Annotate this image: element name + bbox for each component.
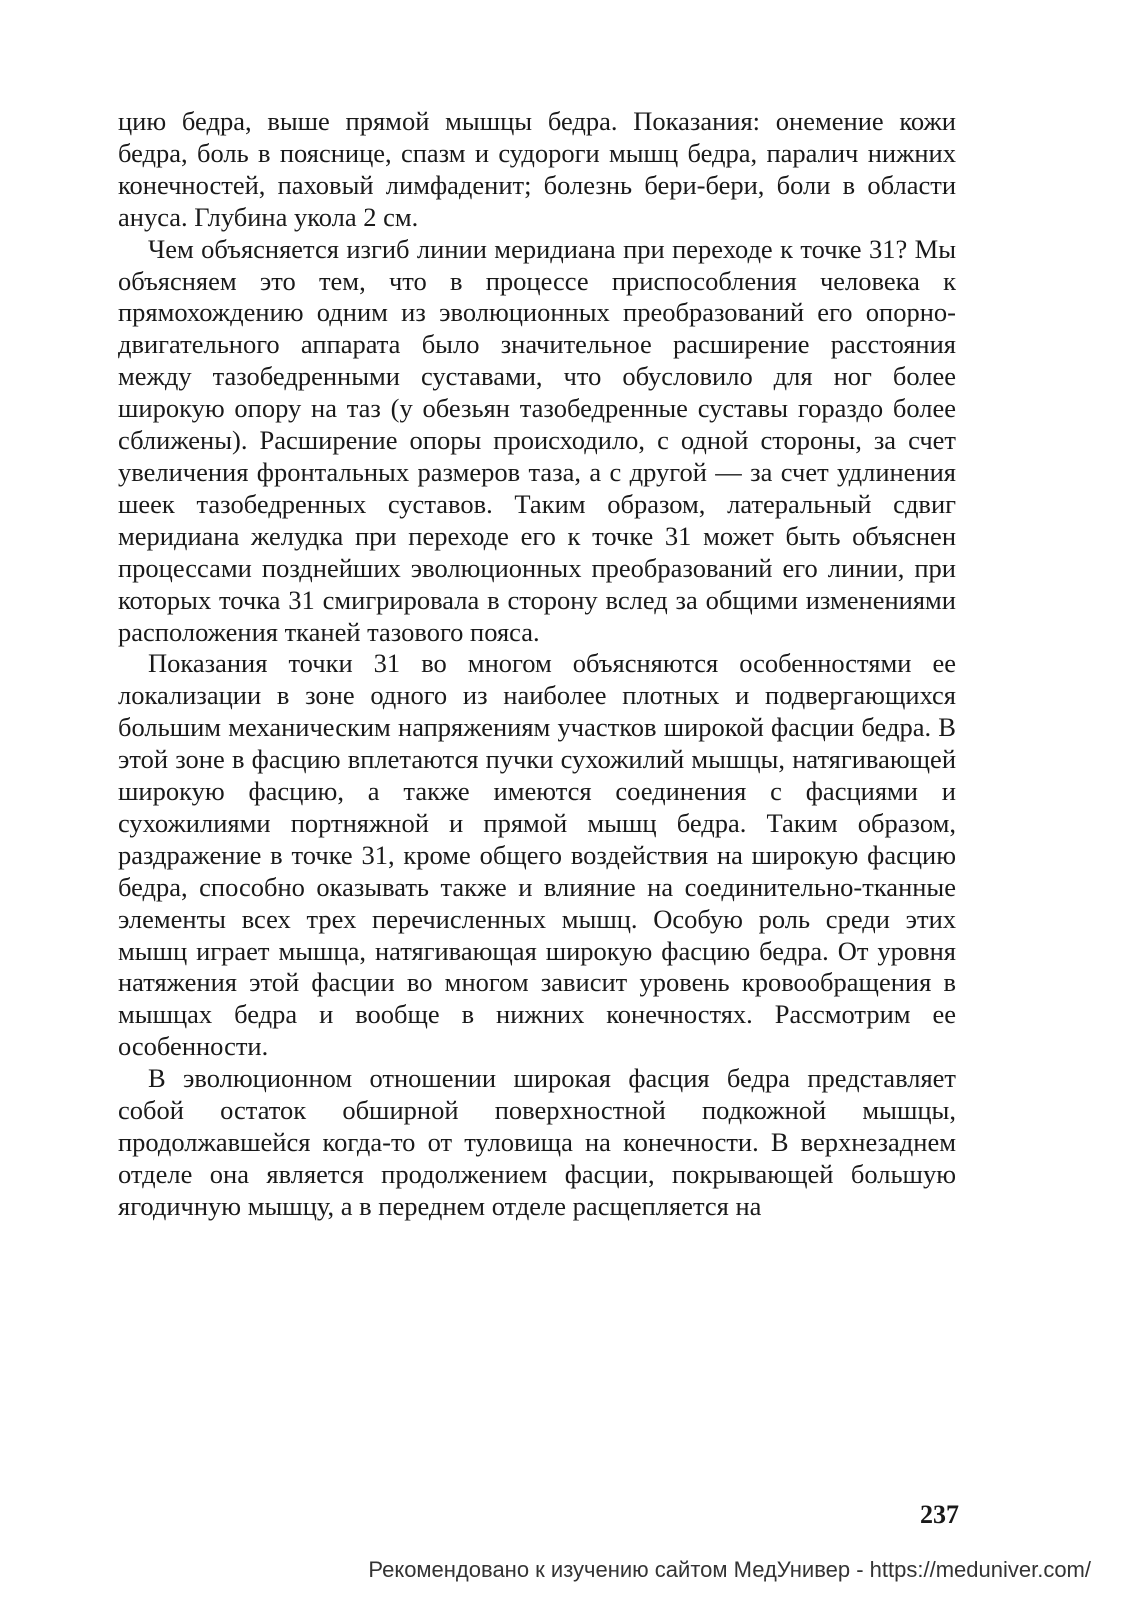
page-body-text <box>118 106 956 1223</box>
paragraph-continuation: цию бедра, выше прямой мышцы бедра. Показания: онемение кожи бедра, боль в пояснице, спазм и судороги мышц бедра, паралич нижних конечностей, паховый лимфаденит; болезнь бери-бери, боли в области ануса. Глубина укола 2 см. <box>118 106 956 232</box>
paragraph-meridian-bend: Чем объясняется изгиб линии меридиана при переходе к точке 31? Мы объясняем это тем, что в процессе приспособления человека к прямохождению одним из эволюционных преобразований его опорно-двигательного аппарата было значительное расширение расстояния между тазобедренными суставами, что обусловило для ног более широкую опору на таз (у обезьян тазобедренные суставы гораздо более сближены). Расширение опоры происходило, с одной стороны, за счет увеличения фронтальных размеров таза, а с другой — за счет удлинения шеек тазобедренных суставов. Таким образом, латеральный сдвиг меридиана желудка при переходе его к точке 31 может быть объяснен процессами позднейших эволюционных преобразований его линии, при которых точка 31 смигрировала в сторону вслед за общими изменениями расположения тканей тазового пояса. <box>118 233 956 647</box>
paragraph-fascia-evolution: В эволюционном отношении широкая фасция бедра представляет собой остаток обширной поверхностной подкожной мышцы, продолжавшейся когда-то от туловища на конечности. В верхнезаднем отделе она является продолжением фасции, покрывающей большую ягодичную мышцу, а в переднем отделе расщепляется на <box>118 1063 956 1221</box>
page-number: 237 <box>920 1500 959 1529</box>
paragraph-point-31-indications: Показания точки 31 во многом объясняются особенностями ее локализации в зоне одного из наиболее плотных и подвергающихся большим механическим напряжениям участков широкой фасции бедра. В этой зоне в фасцию вплетаются пучки сухожилий мышцы, натягивающей широкую фасцию, а также имеются соединения с фасциями и сухожилиями портняжной и прямой мышц бедра. Таким образом, раздражение в точке 31, кроме общего воздействия на широкую фасцию бедра, способно оказывать также и влияние на соединительно-тканные элементы всех трех перечисленных мышц. Особую роль среди этих мышц играет мышца, натягивающая широкую фасцию бедра. От уровня натяжения этой фасции во многом зависит уровень кровообращения в мышцах бедра и вообще в нижних конечностях. Рассмотрим ее особенности. <box>118 648 956 1062</box>
footer-recommendation: Рекомендовано к изучению сайтом МедУнивер - https://meduniver.com/ <box>368 1557 1091 1582</box>
